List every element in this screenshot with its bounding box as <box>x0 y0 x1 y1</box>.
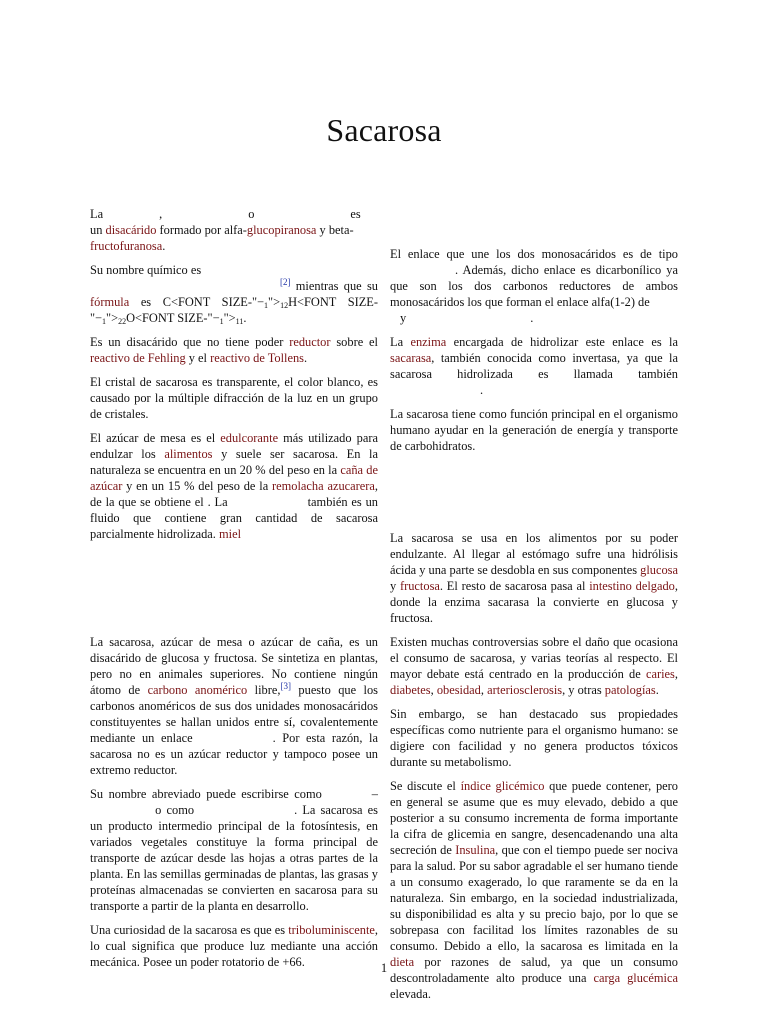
link-remolacha-azucarera[interactable]: remolacha azucarera <box>272 479 375 493</box>
link-enzima[interactable]: enzima <box>410 335 447 349</box>
triboluminescence-paragraph: Una curiosidad de la sacarosa es que es triboluminiscente, lo cual significa que produce luz mediante una acción mecánica. Posee un poder rotatorio de +66. <box>90 923 379 969</box>
enzyme-paragraph: La enzima encargada de hidrolizar este enlace es la sacarasa, también conocida como invertasa, ya que la sacarosa hidrolizada es llamada también. <box>390 335 678 397</box>
link-miel[interactable]: miel <box>219 527 242 541</box>
link-sacarasa[interactable]: sacarasa <box>390 351 432 365</box>
glycemic-paragraph: Se discute el índice glicémico que puede contener, pero en general se asume que es muy elevado, debido a que posterior a su consumo incrementa de forma importante la cifra de glicemia en sangre, desencadenando una alta secreción de Insulina, que con el tiempo puede ser nociva para la salud. Por su sabor agradable el ser humano tiende a un consumo exagerado, lo que raramente se da en la naturaleza. Sin embargo, en la sociedad industrializada, su disponibilidad es alta y su precio bajo, por lo que se sobrepasa con facilitad los límites razonables de su consumo. Debido a ello, la sacarosa es limitada en la dieta por razones de salud, ya que un consumo descontroladamente alto produce una carga glucémica elevada. <box>390 779 678 1001</box>
intro-paragraph: La , o es un disacárido formado por alfa-glucopiranosa y beta- fructofuranosa. <box>90 207 361 253</box>
citation-3[interactable]: [3] <box>280 681 291 691</box>
link-reductor[interactable]: reductor <box>289 335 331 349</box>
link-carbono-anomerico[interactable]: carbono anomérico <box>147 683 248 697</box>
link-reactivo-tollens[interactable]: reactivo de Tollens <box>210 351 304 365</box>
link-edulcorante[interactable]: edulcorante <box>220 431 279 445</box>
link-glucopiranosa[interactable]: glucopiranosa <box>246 223 317 237</box>
link-indice-glicemico[interactable]: índice glicémico <box>460 779 545 793</box>
link-dieta[interactable]: dieta <box>390 955 415 969</box>
link-disacarido[interactable]: disacárido <box>105 223 157 237</box>
link-triboluminiscente[interactable]: triboluminiscente <box>288 923 375 937</box>
citation-2[interactable]: [2] <box>280 277 291 287</box>
right-column-bottom <box>390 530 678 1010</box>
left-column-top <box>90 206 378 550</box>
right-column-top <box>390 246 678 462</box>
left-column-bottom <box>90 634 378 978</box>
reducing-power-paragraph: Es un disacárido que no tiene poder reductor sobre el reactivo de Fehling y el reactivo de Tollens. <box>90 335 378 365</box>
link-carga-glucemica[interactable]: carga glucémica <box>593 971 678 985</box>
link-reactivo-fehling[interactable]: reactivo de Fehling <box>90 351 186 365</box>
link-fructofuranosa[interactable]: fructofuranosa <box>90 239 163 253</box>
sweetener-paragraph: El azúcar de mesa es el edulcorante más utilizado para endulzar los alimentos y suele ser sacarosa. En la naturaleza se encuentra en un 20 % del peso en la caña de azúcar y en un 15 % del peso de la remolacha azucarera, de la que se obtiene el . La también es un fluido que contiene gran cantidad de sacarosa parcialmente hidrolizada. miel <box>90 431 379 541</box>
function-paragraph: La sacarosa tiene como función principal en el organismo humano ayudar en la generación de energía y transporte de carbohidratos. <box>390 407 678 453</box>
link-obesidad[interactable]: obesidad <box>436 683 481 697</box>
bond-paragraph: El enlace que une los dos monosacáridos es de tipo . Además, dicho enlace es dicarbonílico ya que son los dos carbonos reductores de ambos monosacáridos los que forman el enlace alfa(1-2) de y . <box>390 247 678 325</box>
link-patologias[interactable]: patologías <box>604 683 656 697</box>
digestion-paragraph: La sacarosa se usa en los alimentos por su poder endulzante. Al llegar al estómago sufre una hidrólisis ácida y una parte se desdobla en sus componentes glucosa y fructosa. El resto de sacarosa pasa al intestino delgado, donde la enzima sacarasa la convierte en glucosa y fructosa. <box>390 531 679 625</box>
link-cana-de-azucar[interactable]: caña de azúcar <box>90 463 378 493</box>
link-diabetes[interactable]: diabetes <box>390 683 431 697</box>
structure-paragraph: La sacarosa, azúcar de mesa o azúcar de caña, es un disacárido de glucosa y fructosa. Se sintetiza en plantas, pero no en animales superiores. No contiene ningún átomo de carbono anomérico libre,[3] puesto que los carbonos anoméricos de sus dos unidades monosacáridos constituyentes se hallan unidos entre sí, covalentemente mediante un enlace . Por esta razón, la sacarosa no es un azúcar reductor y tampoco posee un extremo reductor. <box>90 635 379 777</box>
formula-paragraph: Su nombre químico es [2] mientras que su fórmula es C<FONT SIZE-"$-_1">_{12}H<FONT$ SIZE-"$-_1">_{22}O<FONT$ SIZE-"$-_1">_{11}$. <box>90 263 378 326</box>
crystal-paragraph: El cristal de sacarosa es transparente, el color blanco, es causado por la múltiple difracción de la luz en un grupo de cristales. <box>90 375 378 421</box>
link-fructosa[interactable]: fructosa <box>399 579 440 593</box>
link-formula[interactable]: fórmula <box>90 295 130 309</box>
abbreviation-paragraph: Su nombre abreviado puede escribirse como – o como . La sacarosa es un producto intermedio principal de la fotosíntesis, en variados vegetales constituye la forma principal de transporte de azúcar desde las hojas a otras partes de la planta. En las semillas germinadas de plantas, las grasas y proteínas almacenadas se convierten en sacarosa para su transporte a partir de la planta en desarrollo. <box>90 787 378 913</box>
link-insulina[interactable]: Insulina <box>455 843 496 857</box>
link-alimentos[interactable]: alimentos <box>164 447 213 461</box>
link-glucosa[interactable]: glucosa <box>640 563 679 577</box>
page-number: 1 <box>380 961 388 975</box>
controversy-paragraph: Existen muchas controversias sobre el daño que ocasiona el consumo de sacarosa, y varias teorías al respecto. El mayor debate está centrado en la producción de caries, diabetes, obesidad, arteriosclerosis, y otras patologías. <box>390 635 678 697</box>
link-caries[interactable]: caries <box>645 667 675 681</box>
nutrient-paragraph: Sin embargo, se han destacado sus propiedades específicas como nutriente para el organismo humano: se digiere con facilidad y no genera productos tóxicos durante su metabolismo. <box>390 707 678 769</box>
link-arteriosclerosis[interactable]: arteriosclerosis <box>487 683 563 697</box>
page-title: Sacarosa <box>326 112 442 148</box>
link-intestino-delgado[interactable]: intestino delgado <box>589 579 675 593</box>
